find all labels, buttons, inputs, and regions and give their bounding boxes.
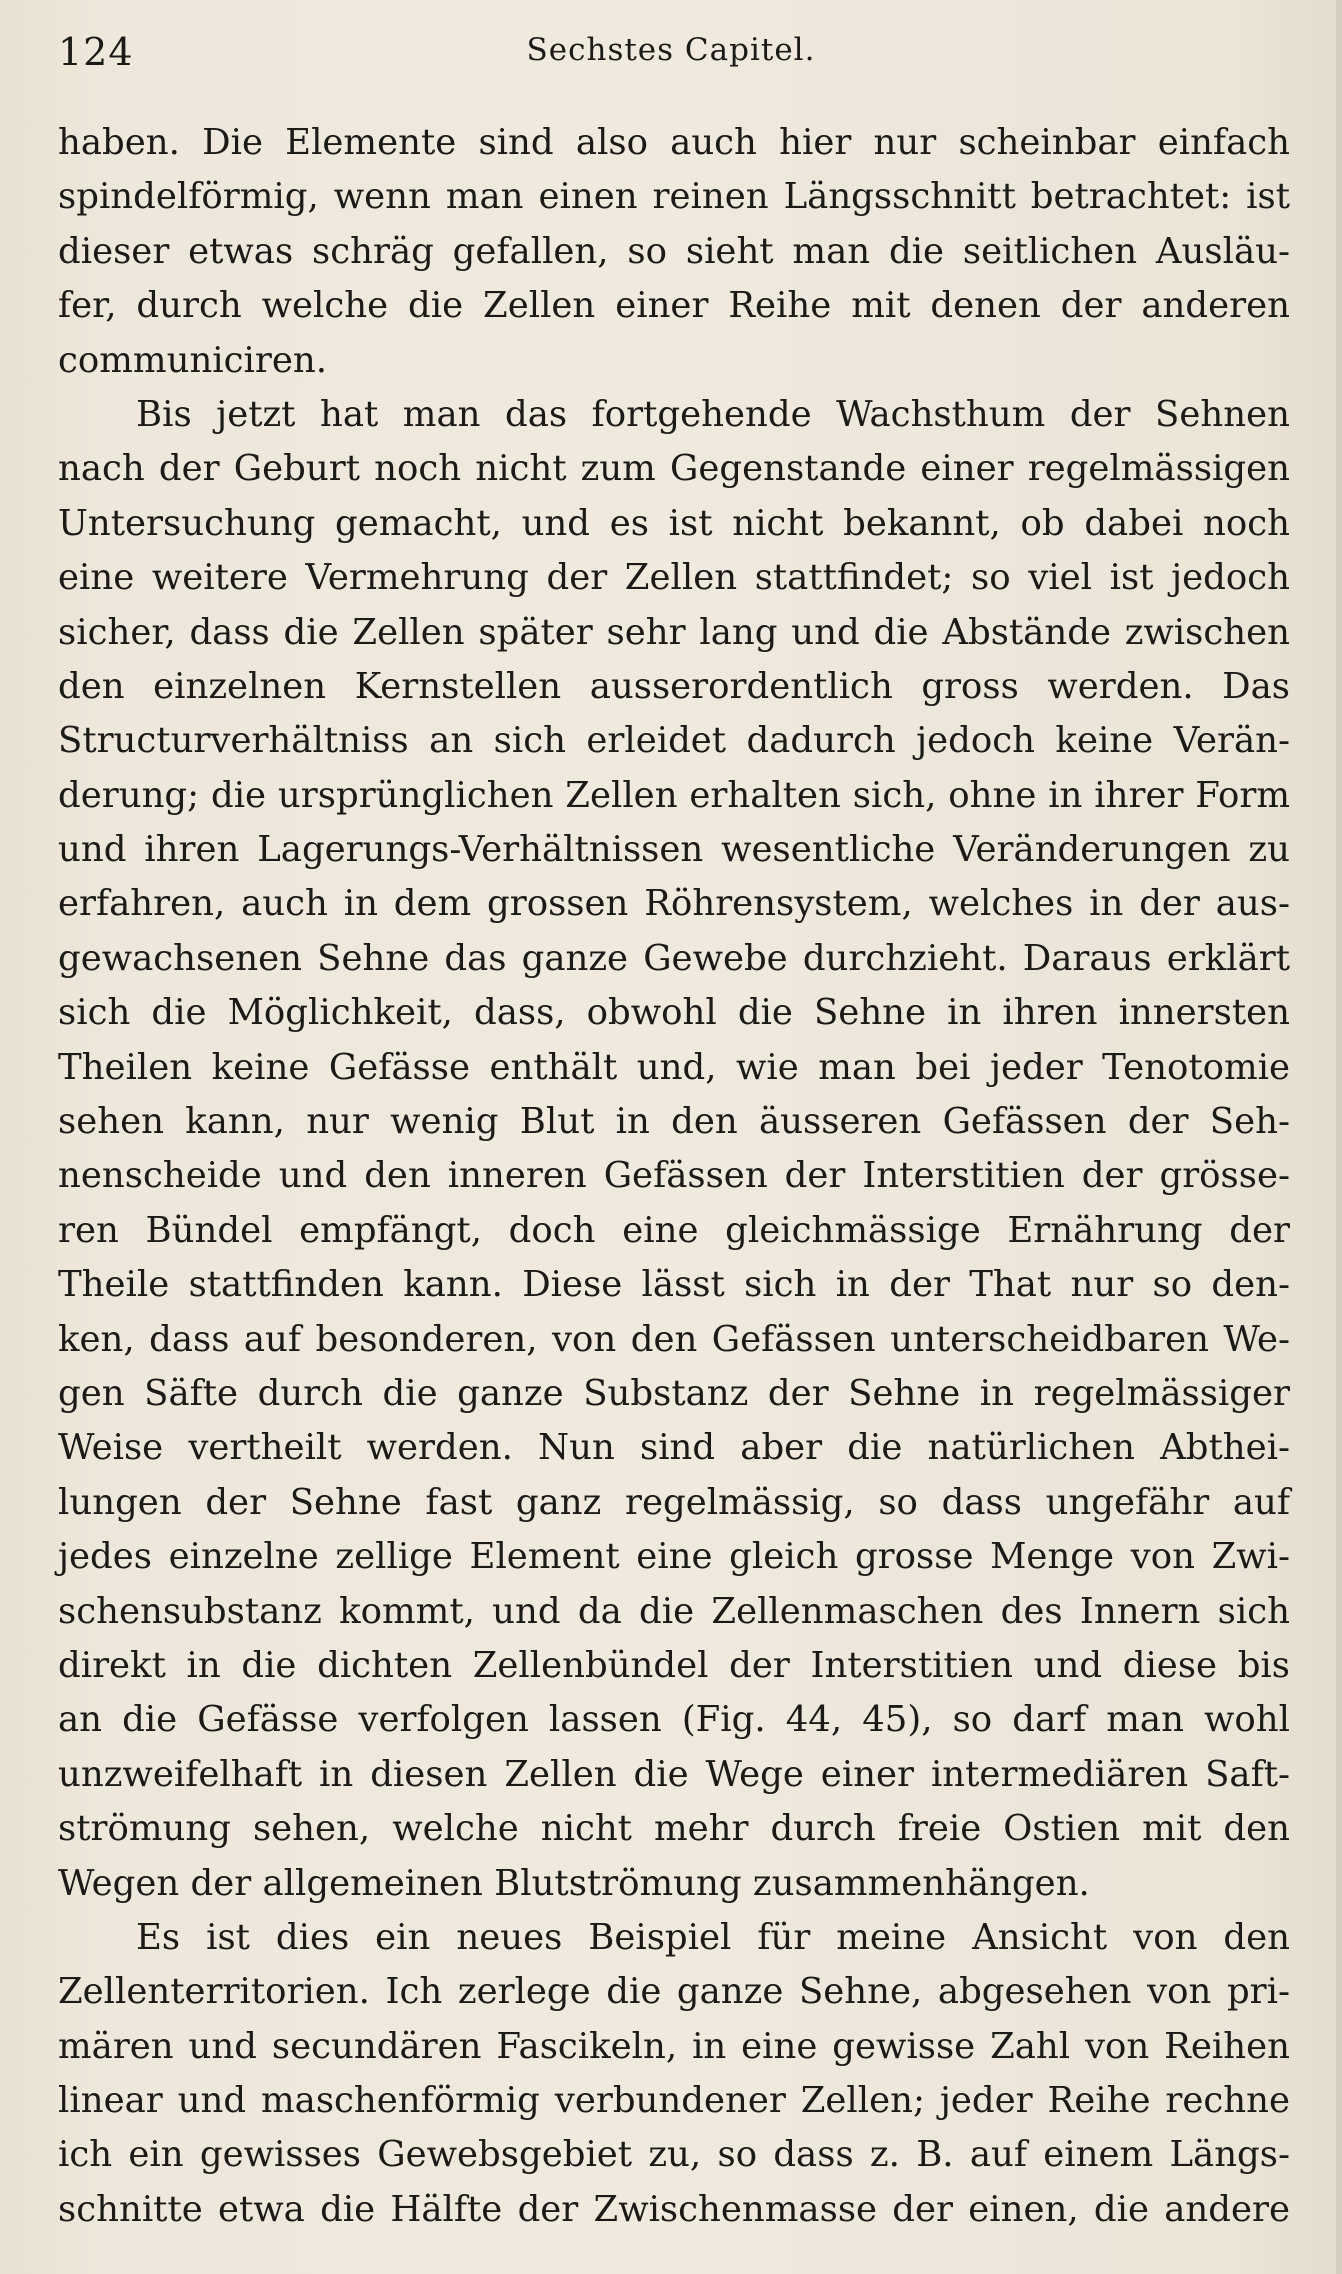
paragraph-start-line: Es ist dies ein neues Beispiel für meine Ansicht von den <box>136 1916 1290 1958</box>
text-line: unzweifelhaft in diesen Zellen die Wege einer intermediären Saft- <box>58 1753 1290 1795</box>
text-line: Weise vertheilt werden. Nun sind aber die natürlichen Abthei- <box>58 1427 1290 1469</box>
text-line: gen Säfte durch die ganze Substanz der Sehne in regelmässiger <box>58 1372 1290 1414</box>
text-line: Theile stattfinden kann. Diese lässt sich in der That nur so den- <box>58 1264 1290 1306</box>
text-line: sich die Möglichkeit, dass, obwohl die Sehne in ihren innersten <box>58 992 1290 1034</box>
page-header <box>58 28 1284 78</box>
text-line: und ihren Lagerungs-Verhältnissen wesentliche Veränderungen zu <box>58 829 1290 871</box>
text-line: eine weitere Vermehrung der Zellen stattfindet; so viel ist jedoch <box>58 557 1290 599</box>
text-line: strömung sehen, welche nicht mehr durch freie Ostien mit den <box>58 1808 1290 1850</box>
text-line: haben. Die Elemente sind also auch hier nur scheinbar einfach <box>58 122 1290 163</box>
text-line: ren Bündel empfängt, doch eine gleichmässige Ernährung der <box>58 1209 1290 1251</box>
text-line: schnitte etwa die Hälfte der Zwischenmasse der einen, die andere <box>58 2188 1290 2230</box>
text-line: Wegen der allgemeinen Blutströmung zusammenhängen. <box>58 1862 1090 1904</box>
text-line: den einzelnen Kernstellen ausserordentlich gross werden. Das <box>58 665 1290 707</box>
text-line: sicher, dass die Zellen später sehr lang und die Abstände zwischen <box>58 611 1290 653</box>
text-line: communiciren. <box>58 339 328 381</box>
text-line: Zellenterritorien. Ich zerlege die ganze Sehne, abgesehen von pri- <box>58 1971 1290 2013</box>
text-line: an die Gefässe verfolgen lassen (Fig. 44, 45), so darf man wohl <box>58 1699 1290 1741</box>
page-edge <box>1336 0 1342 2274</box>
text-line: Structurverhältniss an sich erleidet dadurch jedoch keine Verän- <box>58 720 1290 762</box>
text-line: Untersuchung gemacht, und es ist nicht bekannt, ob dabei noch <box>58 502 1290 544</box>
text-line: ken, dass auf besonderen, von den Gefässen unterscheidbaren We- <box>58 1318 1290 1360</box>
text-line: dieser etwas schräg gefallen, so sieht man die seitlichen Ausläu- <box>58 230 1290 272</box>
text-line: spindelförmig, wenn man einen reinen Längsschnitt betrachtet: ist <box>58 176 1290 218</box>
paragraph-start-line: Bis jetzt hat man das fortgehende Wachsthum der Sehnen <box>136 393 1290 435</box>
page-number: 124 <box>58 30 134 74</box>
text-line: jedes einzelne zellige Element eine gleich grosse Menge von Zwi- <box>58 1536 1290 1578</box>
text-line: nach der Geburt noch nicht zum Gegenstande einer regelmässigen <box>58 448 1290 490</box>
running-title: Sechstes Capitel. <box>526 32 816 68</box>
text-line: schensubstanz kommt, und da die Zellenmaschen des Innern sich <box>58 1590 1290 1632</box>
text-line: derung; die ursprünglichen Zellen erhalten sich, ohne in ihrer Form <box>58 774 1290 816</box>
text-line: ich ein gewisses Gewebsgebiet zu, so dass z. B. auf einem Längs- <box>58 2134 1290 2176</box>
text-line: nenscheide und den inneren Gefässen der Interstitien der grösse- <box>58 1155 1290 1197</box>
text-line: linear und maschenförmig verbundener Zellen; jeder Reihe rechne <box>58 2080 1290 2122</box>
text-line: sehen kann, nur wenig Blut in den äusseren Gefässen der Seh- <box>58 1101 1290 1143</box>
text-line: mären und secundären Fascikeln, in eine gewisse Zahl von Reihen <box>58 2025 1290 2067</box>
text-line: direkt in die dichten Zellenbündel der Interstitien und diese bis <box>58 1644 1290 1686</box>
text-line: erfahren, auch in dem grossen Röhrensystem, welches in der aus- <box>58 883 1290 925</box>
body-text <box>58 116 1290 2237</box>
text-line: Theilen keine Gefässe enthält und, wie man bei jeder Tenotomie <box>58 1046 1290 1088</box>
text-line: lungen der Sehne fast ganz regelmässig, so dass ungefähr auf <box>58 1481 1290 1523</box>
text-line: fer, durch welche die Zellen einer Reihe mit denen der anderen <box>58 285 1290 327</box>
text-line: gewachsenen Sehne das ganze Gewebe durchzieht. Daraus erklärt <box>58 937 1290 979</box>
